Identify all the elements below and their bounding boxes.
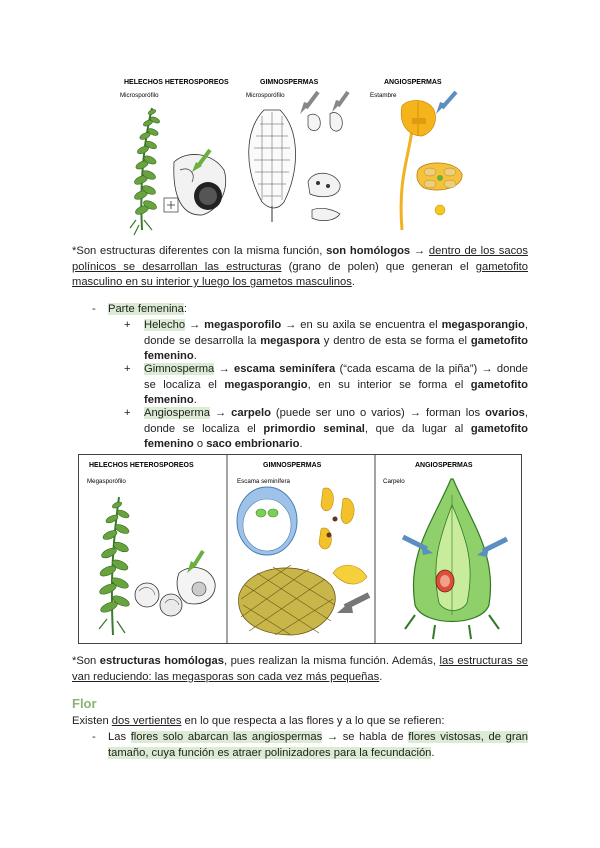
underline-dos-vertientes: dos vertientes <box>111 715 182 727</box>
angiosperm-stamen-drawing <box>401 92 462 230</box>
item-angiosperma: Angiosperma → carpelo (puede ser uno o varios) → forman los ovarios, donde se localiza el primordio seminal, que da lugar al gametofito femenino o saco embrionario. <box>144 407 528 451</box>
bold-estructuras-homologas: estructuras homólogas <box>99 655 224 667</box>
fig2-col2-title: GIMNOSPERMAS <box>263 462 322 469</box>
fig1-col3-sub: Estambre <box>370 92 397 99</box>
fig1-col1-title: HELECHOS HETEROSPOREOS <box>124 79 229 86</box>
section-heading-flor: Flor <box>72 696 97 711</box>
carpel-drawing <box>403 479 507 639</box>
female-label: Parte femenina <box>108 303 184 315</box>
fig2-col2-sub: Escama seminífera <box>237 478 290 485</box>
paragraph-homologous-male: *Son estructuras diferentes con la misma función, son homólogos → dentro de los sacos polínicos se desarrollan las estructuras (grano de polen) que generan el gametofito masculino en su interior y luego los gametos masculinos. <box>72 245 528 289</box>
fig1-col1-sub: Microsporófilo <box>120 92 159 99</box>
figure-female-structures <box>78 454 522 644</box>
bold-son-homologos: son homólogos <box>326 245 411 257</box>
fig1-col2-sub: Microsporófilo <box>246 92 285 99</box>
fern-megasporophyll-drawing <box>98 497 131 635</box>
bullet-angiosperma: + <box>124 407 131 419</box>
flor-bullet: Las flores solo abarcan las angiospermas → se habla de flores vistosas, de gran tamaño, cuya función es atraer polinizadores para la fecundación. <box>108 731 528 759</box>
underline-sacos-polinicos: dentro de los sacos polínicos se desarrollan las estructuras <box>72 245 528 273</box>
fern-sporangium-drawing <box>164 150 226 215</box>
fern-megaspores-drawing <box>135 551 215 616</box>
item-gimnosperma: Gimnosperma → escama seminífera (“cada escama de la piña”) → donde se localiza el megasporangio, en su interior se forma el gametofito femenino. <box>144 363 528 407</box>
gymnosperm-microsporophyll-drawing <box>249 92 348 222</box>
underline-megasporas: las estructuras se van reduciendo: las megasporas son cada vez más pequeñas <box>72 655 529 683</box>
female-heading: Parte femenina: <box>108 303 187 315</box>
fig2-col1-sub: Megasporófilo <box>87 478 126 485</box>
item-helecho: Helecho → megasporofilo → en su axila se encuentra el megasporangio, donde se desarrolla la megaspora y dentro de esta se forma el gametofito femenino. <box>144 319 528 363</box>
fern-microsporophyll-drawing <box>130 108 161 235</box>
paragraph-homologous-female: *Son estructuras homólogas, pues realizan la misma función. Además, las estructuras se van reduciendo: las megasporas son cada vez más pequeñas. <box>72 655 529 683</box>
fig2-col3-sub: Carpelo <box>383 478 405 485</box>
underline-gametofito-masculino: gametofito masculino en su interior y luego los gametos masculinos <box>72 260 528 289</box>
flor-intro: Existen dos vertientes en lo que respecta a las flores y a lo que se refieren: <box>72 715 445 727</box>
fig2-col3-title: ANGIOSPERMAS <box>415 462 473 469</box>
female-dash: - <box>92 303 96 315</box>
figure-male-structures <box>112 70 488 238</box>
flor-dash: - <box>92 731 96 743</box>
bullet-gimnosperma: + <box>124 363 131 375</box>
bullet-helecho: + <box>124 319 131 331</box>
fig2-col1-title: HELECHOS HETEROSPOREOS <box>89 462 194 469</box>
fig1-col3-title: ANGIOSPERMAS <box>384 79 442 86</box>
fig1-col2-title: GIMNOSPERMAS <box>260 79 319 86</box>
